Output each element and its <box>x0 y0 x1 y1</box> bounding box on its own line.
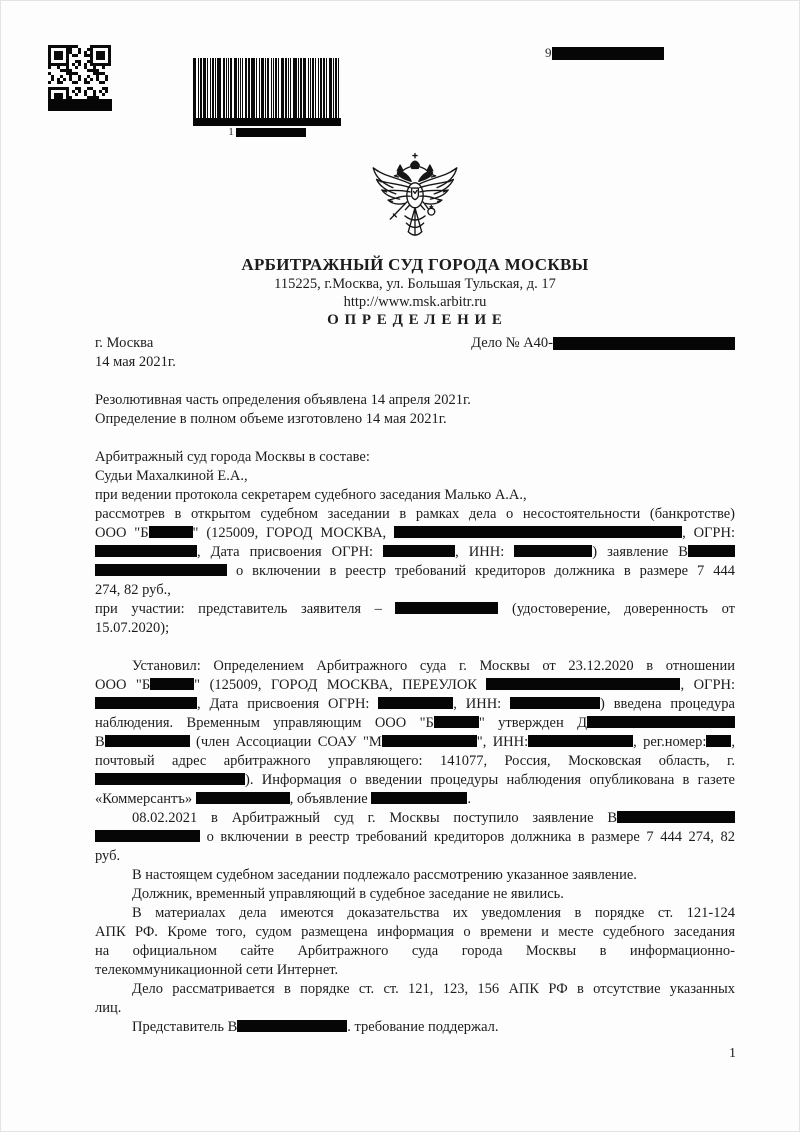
body-line: наблюдения. Временным управляющим ООО "Б " утвержден Д <box>95 714 735 733</box>
redaction-bar <box>95 773 245 785</box>
barcode-caption-redaction-bar <box>236 128 306 137</box>
body-line: , Дата присвоения ОГРН: , ИНН: ) введена процедура <box>95 695 735 714</box>
body-line: лиц. <box>95 1000 122 1016</box>
body-line: о включении в реестр требований кредиторов должника в размере 7 444 <box>95 562 735 581</box>
body-line: Представитель В . требование поддержал. <box>132 1019 499 1035</box>
body-line: Установил: Определением Арбитражного суда г. Москвы от 23.12.2020 в отношении <box>132 658 735 674</box>
redaction-bar <box>149 526 193 538</box>
place-label: г. Москва <box>95 335 154 351</box>
case-row <box>95 334 735 353</box>
blank-line <box>95 638 735 657</box>
redaction-bar <box>150 678 194 690</box>
body-line: рассмотрев в открытом судебном заседании в рамках дела о несостоятельности (банкротстве) <box>95 506 735 522</box>
body-line: Определение в полном объеме изготовлено 14 мая 2021г. <box>95 411 447 427</box>
body-line: при участии: представитель заявителя – (удостоверение, доверенность от <box>95 601 735 617</box>
document-body <box>95 152 735 1037</box>
body-line: Дело рассматривается в порядке ст. ст. 121, 123, 156 АПК РФ в отсутствие указанных <box>132 981 735 997</box>
redaction-bar <box>510 697 600 709</box>
redaction-bar <box>95 564 227 576</box>
body-line: Резолютивная часть определения объявлена 14 апреля 2021г. <box>95 392 471 408</box>
barcode-caption-prefix: 1 <box>228 126 234 138</box>
blank-line <box>95 372 735 391</box>
body-line: почтовый адрес арбитражного управляющего: 141077, Россия, Московская область, г. <box>95 753 735 769</box>
decision-date: 14 мая 2021г. <box>95 354 176 370</box>
coat-of-arms-icon <box>367 152 463 252</box>
redaction-bar <box>95 830 200 842</box>
body-line: В настоящем судебном заседании подлежало рассмотрению указанное заявление. <box>132 867 637 883</box>
body-line: 274, 82 руб., <box>95 582 171 598</box>
body-lines <box>95 372 735 1037</box>
stamp-number <box>545 45 664 61</box>
body-line: ООО "Б " (125009, ГОРОД МОСКВА, ПЕРЕУЛОК , ОГРН: <box>95 677 735 693</box>
redaction-bar <box>382 735 477 747</box>
body-line: при ведении протокола секретарем судебного заседания Малько А.А., <box>95 487 527 503</box>
body-line: В (член Ассоциации СОАУ "М ", ИНН: , рег.номер: , <box>95 734 735 750</box>
case-redaction-bar <box>553 337 735 350</box>
body-line: В материалах дела имеются доказательства их уведомления в порядке ст. 121-124 <box>132 905 735 921</box>
page-number: 1 <box>729 1046 736 1061</box>
redaction-bar <box>105 735 190 747</box>
barcode <box>193 58 341 138</box>
case-number-label: Дело № А40- <box>471 335 553 351</box>
body-line: Должник, временный управляющий в судебное заседание не явились. <box>132 886 564 902</box>
redaction-bar <box>371 792 467 804</box>
body-line: 15.07.2020); <box>95 620 170 636</box>
stamp-number-prefix: 9 <box>545 45 552 60</box>
redaction-bar <box>237 1020 347 1032</box>
redaction-bar <box>378 697 453 709</box>
redaction-bar <box>706 735 731 747</box>
body-line: Арбитражный суд города Москвы в составе: <box>95 449 370 465</box>
redaction-bar <box>688 545 735 557</box>
blank-line <box>95 429 735 448</box>
body-line: ООО "Б " (125009, ГОРОД МОСКВА, , ОГРН: <box>95 525 735 541</box>
barcode-icon <box>193 58 341 126</box>
redaction-bar <box>486 678 680 690</box>
body-line: АПК РФ. Кроме того, судом размещена информация о времени и месте судебного заседания <box>95 924 735 940</box>
qr-code <box>48 45 112 111</box>
court-address: 115225, г.Москва, ул. Большая Тульская, д. 17 <box>274 276 556 292</box>
redaction-bar <box>514 545 592 557</box>
redaction-bar <box>587 716 735 728</box>
redaction-bar <box>383 545 455 557</box>
body-line: руб. <box>95 848 121 864</box>
redaction-bar <box>434 716 479 728</box>
emblem <box>95 152 735 252</box>
qr-code-icon <box>48 45 112 111</box>
body-line: 08.02.2021 в Арбитражный суд г. Москвы поступило заявление В <box>95 809 735 828</box>
body-line: телекоммуникационной сети Интернет. <box>95 962 339 978</box>
court-website: http://www.msk.arbitr.ru <box>343 294 487 310</box>
redaction-bar <box>617 811 735 823</box>
body-line: ). Информация о введении процедуры наблюдения опубликована в газете <box>95 771 735 790</box>
redaction-bar <box>95 545 197 557</box>
body-line: на официальном сайте Арбитражного суда города Москвы в информационно- <box>95 943 735 959</box>
redaction-bar <box>528 735 633 747</box>
redaction-bar <box>394 526 682 538</box>
redaction-bar <box>95 697 197 709</box>
redaction-bar <box>196 792 290 804</box>
body-line: Судьи Махалкиной Е.А., <box>95 468 248 484</box>
document-title: О П Р Е Д Е Л Е Н И Е <box>327 312 503 328</box>
body-line: , Дата присвоения ОГРН: , ИНН: ) заявление В <box>95 543 735 562</box>
body-line: о включении в реестр требований кредиторов должника в размере 7 444 274, 82 <box>95 828 735 847</box>
court-name: АРБИТРАЖНЫЙ СУД ГОРОДА МОСКВЫ <box>241 255 589 274</box>
body-line: «Коммерсантъ» , объявление . <box>95 791 471 807</box>
redaction-bar <box>395 602 498 614</box>
stamp-redaction-bar <box>552 47 664 60</box>
barcode-caption <box>193 127 341 138</box>
case-number <box>471 334 735 353</box>
